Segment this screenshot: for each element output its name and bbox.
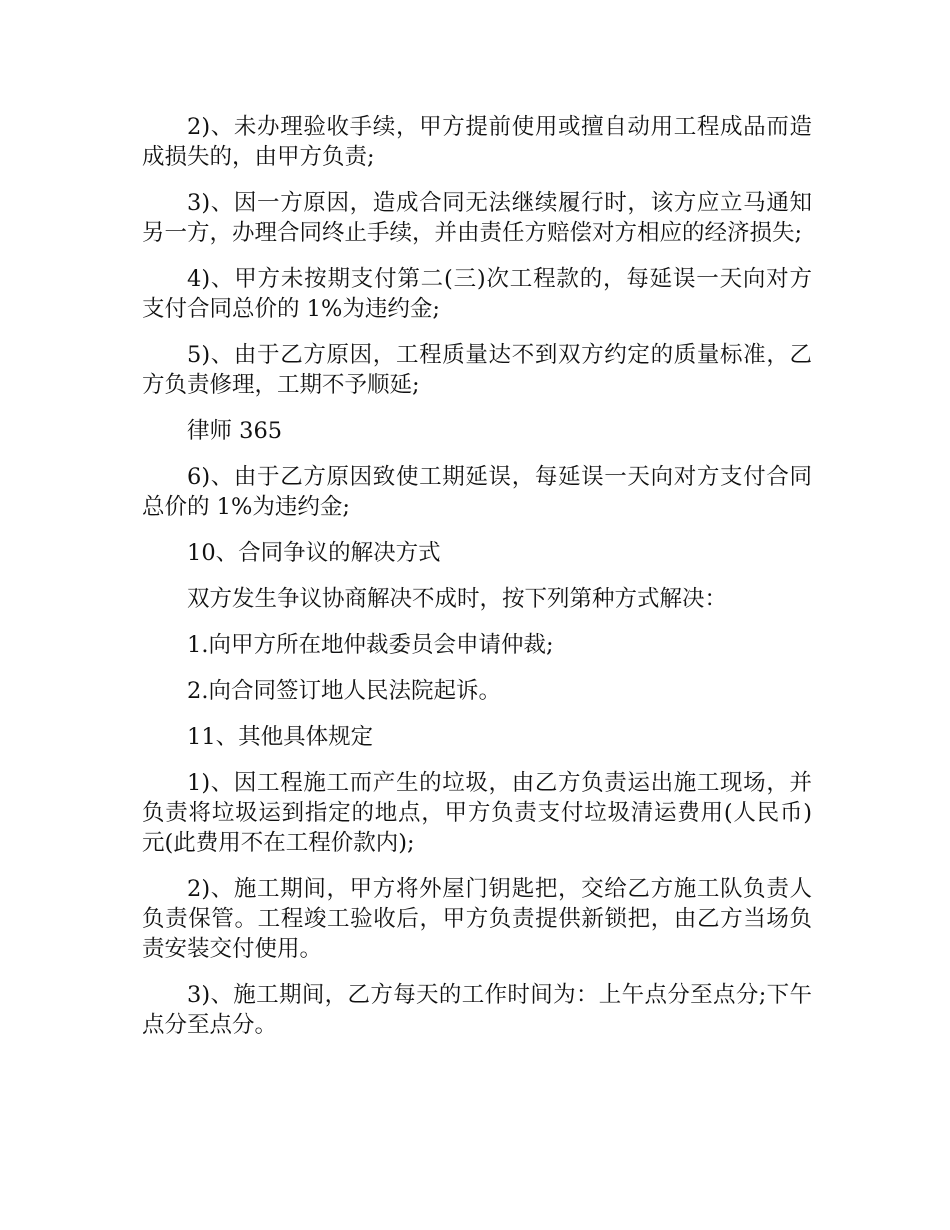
paragraph-rule-1: 1)、因工程施工而产生的垃圾，由乙方负责运出施工现场，并负责将垃圾运到指定的地点，甲方负责支付垃圾清运费用(人民币)元(此费用不在工程价款内); [142, 770, 812, 856]
paragraph-clause-6: 6)、由于乙方原因致使工期延误，每延误一天向对方支付合同总价的 1%为违约金; [142, 464, 812, 520]
paragraph-option-2: 2.向合同签订地人民法院起诉。 [187, 678, 501, 704]
paragraph-clause-2: 2)、未办理验收手续，甲方提前使用或擅自动用工程成品而造成损失的，由甲方负责; [142, 114, 812, 170]
paragraph-clause-4: 4)、甲方未按期支付第二(三)次工程款的，每延误一天向对方支付合同总价的 1%为违约金; [142, 266, 812, 322]
paragraph-rule-2: 2)、施工期间，甲方将外屋门钥匙把，交给乙方施工队负责人负责保管。工程竣工验收后，甲方负责提供新锁把，由乙方当场负责安装交付使用。 [142, 876, 812, 962]
paragraph-option-1: 1.向甲方所在地仲裁委员会申请仲裁; [187, 632, 554, 658]
section-heading-10: 10、合同争议的解决方式 [187, 540, 441, 566]
paragraph-rule-3: 3)、施工期间，乙方每天的工作时间为：上午点分至点分;下午点分至点分。 [142, 982, 812, 1038]
paragraph-watermark-text: 律师 365 [187, 418, 283, 444]
paragraph-clause-5: 5)、由于乙方原因，工程质量达不到双方约定的质量标准，乙方负责修理，工期不予顺延; [142, 342, 812, 398]
paragraph-dispute-intro: 双方发生争议协商解决不成时，按下列第种方式解决： [187, 586, 728, 612]
paragraph-clause-3: 3)、因一方原因，造成合同无法继续履行时，该方应立马通知另一方，办理合同终止手续，并由责任方赔偿对方相应的经济损失; [142, 190, 812, 246]
section-heading-11: 11、其他具体规定 [187, 724, 374, 750]
